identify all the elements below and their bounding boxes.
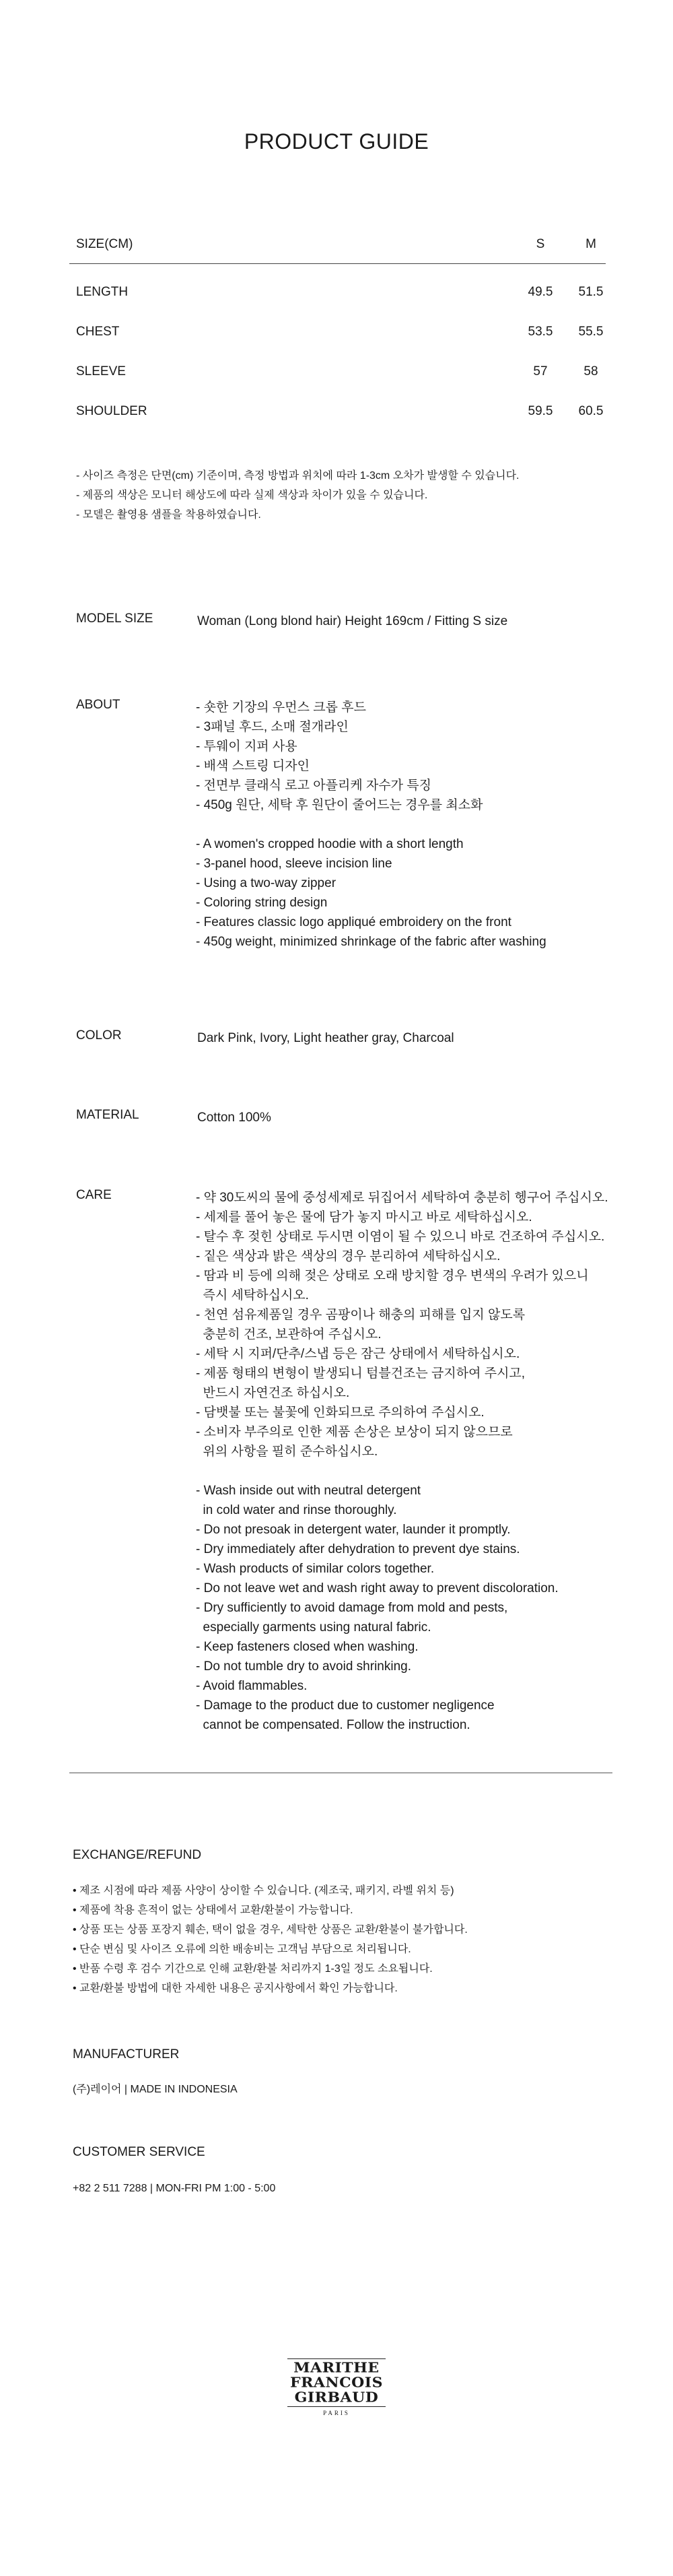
logo-rule-bottom xyxy=(287,2406,386,2407)
manufacturer-value: (주)레이어 | MADE IN INDONESIA xyxy=(73,2084,238,2095)
care-line-en: - Wash products of similar colors together. xyxy=(196,1562,435,1576)
note-line: - 제품의 색상은 모니터 해상도에 따라 실제 색상과 차이가 있을 수 있습니다. xyxy=(76,490,428,501)
note-line: - 모델은 촬영용 샘플을 착용하였습니다. xyxy=(76,509,261,521)
list-item: • 제품에 착용 흔적이 없는 상태에서 교환/환불이 가능합니다. xyxy=(73,1905,353,1916)
row-value-s: 49.5 xyxy=(528,285,553,299)
brand-logo xyxy=(286,2357,387,2416)
exchange-list xyxy=(73,1881,468,1998)
table-row xyxy=(69,264,606,304)
about-line-en: - Coloring string design xyxy=(196,896,328,910)
table-row xyxy=(69,343,606,383)
size-header-m: M xyxy=(586,237,596,251)
care-line-ko: 즉시 세탁하십시오. xyxy=(196,1288,309,1302)
about-body xyxy=(196,698,673,952)
about-line-ko: - 전면부 클래식 로고 아플리케 자수가 특징 xyxy=(196,779,432,793)
model-size-value: Woman (Long blond hair) Height 169cm / Fitting S size xyxy=(197,614,508,628)
list-item: • 단순 변심 및 사이즈 오류에 의한 배송비는 고객님 부담으로 처리됩니다. xyxy=(73,1944,411,1955)
logo-line-2: FRANCOIS xyxy=(290,2374,383,2391)
customer-service-title: CUSTOMER SERVICE xyxy=(73,2145,205,2159)
row-label: SHOULDER xyxy=(76,404,147,418)
care-line-ko: - 세탁 시 지퍼/단추/스냅 등은 잠근 상태에서 세탁하십시오. xyxy=(196,1347,520,1361)
size-notes xyxy=(76,466,520,525)
size-header-s: S xyxy=(536,237,545,251)
care-line-ko: - 세제를 풀어 놓은 물에 담가 놓지 마시고 바로 세탁하십시오. xyxy=(196,1210,532,1224)
care-label: CARE xyxy=(76,1188,112,1202)
about-line-ko: - 투웨이 지퍼 사용 xyxy=(196,739,297,754)
about-line-ko: - 3패널 후드, 소매 절개라인 xyxy=(196,720,349,734)
care-line-ko: - 소비자 부주의로 인한 제품 손상은 보상이 되지 않으므로 xyxy=(196,1425,513,1439)
care-line-ko: 위의 사항을 필히 준수하십시오. xyxy=(196,1445,378,1459)
list-item: • 제조 시점에 따라 제품 사양이 상이할 수 있습니다. (제조국, 패키지, 라벨 위치 등) xyxy=(73,1885,454,1896)
care-line-ko: 반드시 자연건조 하십시오. xyxy=(196,1386,350,1400)
table-row xyxy=(69,383,606,423)
care-line-en: cannot be compensated. Follow the instruction. xyxy=(196,1718,470,1732)
care-line-ko: - 땀과 비 등에 의해 젖은 상태로 오래 방치할 경우 변색의 우려가 있으니 xyxy=(196,1269,589,1283)
material-value: Cotton 100% xyxy=(197,1111,271,1125)
logo-line-1: MARITHE xyxy=(293,2359,380,2377)
care-line-en: - Do not leave wet and wash right away to prevent discoloration. xyxy=(196,1581,559,1595)
size-table xyxy=(69,229,606,423)
care-line-ko: - 약 30도씨의 물에 중성세제로 뒤집어서 세탁하여 충분히 헹구어 주십시오. xyxy=(196,1191,608,1205)
care-line-en: - Wash inside out with neutral detergent xyxy=(196,1484,421,1498)
manufacturer-title: MANUFACTURER xyxy=(73,2047,180,2061)
about-line-ko: - 숏한 기장의 우먼스 크롭 후드 xyxy=(196,700,366,715)
about-line-en: - Features classic logo appliqué embroidery on the front xyxy=(196,915,511,929)
care-line-ko: - 제품 형태의 변형이 발생되니 텀블건조는 금지하여 주시고, xyxy=(196,1366,526,1381)
row-label: CHEST xyxy=(76,325,120,339)
row-value-m: 55.5 xyxy=(578,325,604,339)
note-line: - 사이즈 측정은 단면(cm) 기준이며, 측정 방법과 위치에 따라 1-3cm 오차가 발생할 수 있습니다. xyxy=(76,470,520,482)
about-line-en: - 450g weight, minimized shrinkage of the fabric after washing xyxy=(196,935,546,949)
care-line-ko: - 탈수 후 젖힌 상태로 두시면 이염이 될 수 있으니 바로 건조하여 주십시오. xyxy=(196,1230,605,1244)
row-value-m: 51.5 xyxy=(578,285,604,299)
exchange-title: EXCHANGE/REFUND xyxy=(73,1848,202,1862)
spacer xyxy=(196,1461,673,1481)
size-header-label: SIZE(CM) xyxy=(76,237,133,251)
list-item: • 상품 또는 상품 포장지 훼손, 택이 없을 경우, 세탁한 상품은 교환/환불이 불가합니다. xyxy=(73,1924,468,1936)
care-line-en: - Keep fasteners closed when washing. xyxy=(196,1640,419,1654)
care-line-en: - Avoid flammables. xyxy=(196,1679,308,1693)
row-value-m: 60.5 xyxy=(578,404,604,418)
list-item: • 교환/환불 방법에 대한 자세한 내용은 공지사항에서 확인 가능합니다. xyxy=(73,1983,398,1994)
about-line-en: - A women's cropped hoodie with a short length xyxy=(196,837,464,851)
page-title: PRODUCT GUIDE xyxy=(244,129,429,154)
material-label: MATERIAL xyxy=(76,1108,139,1122)
row-value-s: 57 xyxy=(533,364,548,378)
row-label: SLEEVE xyxy=(76,364,126,378)
about-line-en: - Using a two-way zipper xyxy=(196,876,336,890)
care-line-en: - Do not presoak in detergent water, launder it promptly. xyxy=(196,1523,511,1537)
row-label: LENGTH xyxy=(76,285,129,299)
customer-service-value: +82 2 511 7288 | MON-FRI PM 1:00 - 5:00 xyxy=(73,2183,276,2194)
model-size-label: MODEL SIZE xyxy=(76,612,153,626)
care-line-en: - Do not tumble dry to avoid shrinking. xyxy=(196,1659,411,1674)
care-line-ko: - 천연 섬유제품일 경우 곰팡이나 해충의 피해를 입지 않도록 xyxy=(196,1308,526,1322)
care-line-ko: - 짙은 색상과 밝은 색상의 경우 분리하여 세탁하십시오. xyxy=(196,1249,501,1263)
about-line-ko: - 450g 원단, 세탁 후 원단이 줄어드는 경우를 최소화 xyxy=(196,798,483,812)
care-body xyxy=(196,1188,673,1735)
logo-line-3: GIRBAUD xyxy=(294,2389,379,2406)
care-line-en: - Dry immediately after dehydration to prevent dye stains. xyxy=(196,1542,520,1556)
list-item: • 반품 수령 후 검수 기간으로 인해 교환/환불 처리까지 1-3일 정도 소요됩니다. xyxy=(73,1963,433,1975)
color-value: Dark Pink, Ivory, Light heather gray, Charcoal xyxy=(197,1031,454,1045)
row-value-m: 58 xyxy=(583,364,598,378)
care-line-en: - Damage to the product due to customer negligence xyxy=(196,1698,495,1713)
care-line-en: especially garments using natural fabric. xyxy=(196,1620,431,1634)
spacer xyxy=(196,815,673,834)
care-line-ko: 충분히 건조, 보관하여 주십시오. xyxy=(196,1327,382,1342)
care-line-ko: - 담뱃불 또는 불꽃에 인화되므로 주의하여 주십시오. xyxy=(196,1406,485,1420)
table-row xyxy=(69,304,606,343)
row-value-s: 53.5 xyxy=(528,325,553,339)
about-line-en: - 3-panel hood, sleeve incision line xyxy=(196,857,392,871)
size-table-header xyxy=(69,229,606,264)
care-line-en: - Dry sufficiently to avoid damage from mold and pests, xyxy=(196,1601,508,1615)
color-label: COLOR xyxy=(76,1028,122,1043)
about-label: ABOUT xyxy=(76,698,120,712)
row-value-s: 59.5 xyxy=(528,404,553,418)
care-line-en: in cold water and rinse thoroughly. xyxy=(196,1503,397,1517)
logo-sub: PARIS xyxy=(323,2410,350,2416)
about-line-ko: - 배색 스트링 디자인 xyxy=(196,759,310,773)
